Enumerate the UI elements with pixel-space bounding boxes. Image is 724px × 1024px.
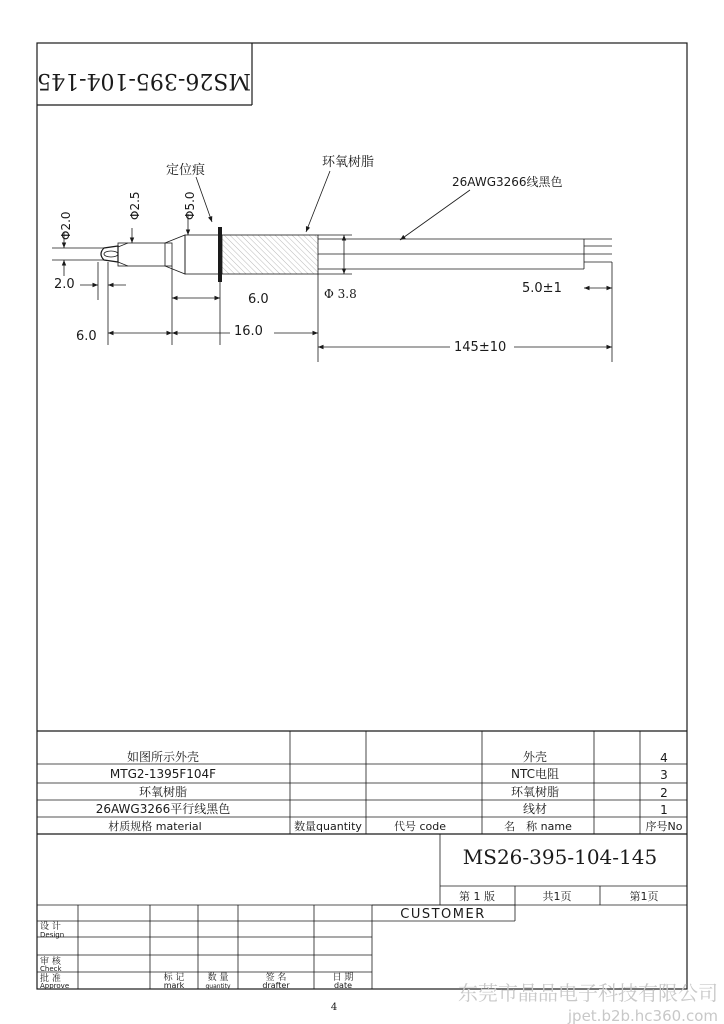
bom-row-4-material: 如图所示外壳: [126, 750, 200, 764]
approve-label-cn: 批 准: [40, 974, 61, 984]
rotated-part-number: MS26-395-104-145: [37, 68, 251, 93]
bom-row-4-no: 4: [660, 751, 668, 765]
qty-label-en: quantity: [205, 983, 231, 990]
approval-grid: [37, 905, 372, 990]
sign-label-en: drafter: [262, 981, 290, 990]
part-number: MS26-395-104-145: [462, 845, 658, 869]
title-block: [37, 834, 687, 989]
dim-wire-length: 145±10: [454, 340, 507, 355]
total-pages: 共1页: [542, 890, 572, 903]
date-label-en: date: [333, 981, 353, 990]
dim-ring-length: 6.0: [248, 292, 269, 307]
dim-strip-length: 5.0±1: [522, 281, 562, 296]
bom-row-2-name: 环氧树脂: [510, 785, 560, 799]
annotations: [166, 154, 563, 240]
watermark-url: jpet.b2b.hc360.com: [567, 1007, 718, 1024]
dim-tip-diameter: Φ2.0: [59, 211, 73, 240]
qty-label-cn: 数 量: [207, 973, 229, 983]
check-label-en: Check: [40, 965, 62, 973]
edition: 第 1 版: [459, 890, 495, 903]
bom-row-1-material: 26AWG3266平行线黑色: [95, 802, 231, 816]
date-label-cn: 日 期: [332, 973, 354, 983]
bom-header-name: 名 称 name: [504, 820, 572, 833]
dim-ring-diameter: Φ5.0: [183, 191, 197, 220]
label-epoxy: 环氧树脂: [322, 155, 375, 170]
bom-table: [37, 731, 687, 834]
wire: [318, 239, 612, 269]
length-dimensions: [54, 262, 612, 362]
bom-row-4-name: 外壳: [522, 750, 548, 764]
design-label-en: Design: [40, 931, 65, 939]
label-wire: 26AWG3266线黑色: [452, 175, 563, 189]
bom-row-1-name: 线材: [522, 802, 548, 816]
dim-lead-length: 6.0: [76, 329, 97, 344]
bom-row-2-material: 环氧树脂: [138, 785, 188, 799]
mark-label-en: mark: [163, 981, 185, 990]
bom-row-3-no: 3: [660, 768, 668, 782]
dim-epoxy-diameter: Φ 3.8: [324, 287, 357, 301]
bom-header-material: 材质规格 material: [108, 820, 202, 833]
bom-header-code: 代号 code: [393, 820, 447, 833]
dim-tip-length: 2.0: [54, 277, 75, 292]
dim-body-diameter: Φ2.5: [128, 191, 142, 220]
bom-row-3-material: MTG2-1395F104F: [109, 767, 217, 781]
design-label-cn: 设 计: [40, 922, 61, 932]
bom-header-quantity: 数量quantity: [294, 820, 362, 833]
label-locating-mark: 定位痕: [166, 163, 206, 178]
rotated-title-box: [37, 43, 252, 105]
bom-row-3-name: NTC电阻: [511, 767, 559, 781]
check-label-cn: 审 核: [40, 957, 61, 967]
dim-body-length: 16.0: [234, 324, 263, 339]
approve-label-en: Approve: [40, 982, 70, 990]
page-of: 第1页: [629, 890, 659, 903]
sensor-part: [101, 227, 612, 282]
locating-ring: [218, 227, 222, 282]
customer-label: CUSTOMER: [400, 907, 486, 922]
sign-label-cn: 签 名: [265, 973, 287, 983]
page-number: 4: [330, 1002, 338, 1013]
bom-header-no: 序号No: [645, 820, 683, 833]
bom-row-2-no: 2: [660, 786, 668, 800]
watermark-company: 东莞市晶品电子科技有限公司: [458, 981, 718, 1005]
bom-row-1-no: 1: [660, 803, 668, 817]
mark-label-cn: 标 记: [163, 973, 185, 983]
